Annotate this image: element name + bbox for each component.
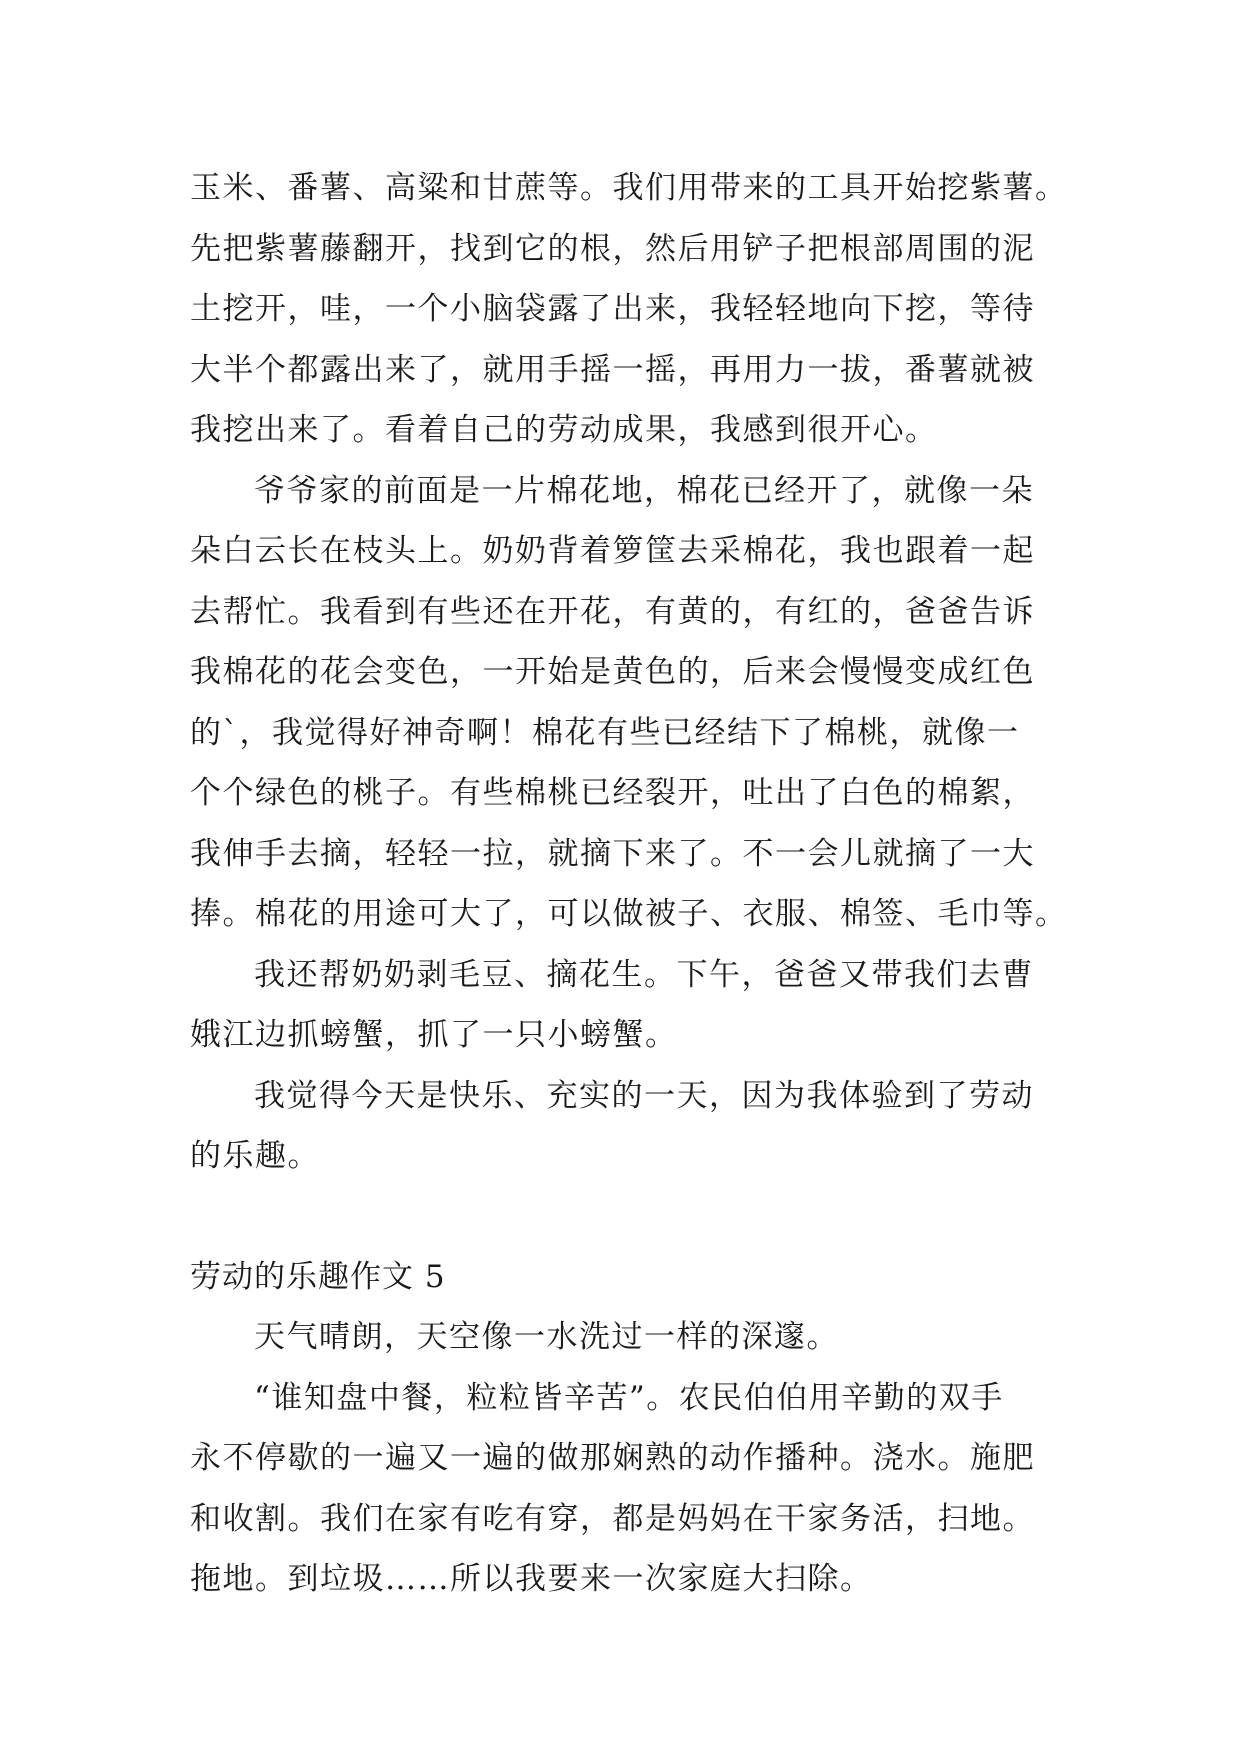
text-line: 先把紫薯藤翻开，找到它的根，然后用铲子把根部周围的泥	[190, 230, 1035, 267]
text-line: 大半个都露出来了，就用手摇一摇，再用力一拔，番薯就被	[190, 351, 1035, 388]
text-line: 我觉得今天是快乐、充实的一天，因为我体验到了劳动	[254, 1077, 1034, 1114]
text-line: 爷爷家的前面是一片棉花地，棉花已经开了，就像一朵	[254, 472, 1034, 509]
text-line: 捧。棉花的用途可大了，可以做被子、衣服、棉签、毛巾等。	[190, 896, 1068, 932]
text-line: 我棉花的花会变色，一开始是黄色的，后来会慢慢变成红色	[190, 654, 1035, 690]
text-line: 我挖出来了。看着自己的劳动成果，我感到很开心。	[190, 412, 938, 448]
text-line: 朵白云长在枝头上。奶奶背着箩筐去采棉花，我也跟着一起	[190, 533, 1035, 569]
text-line: 我还帮奶奶剥毛豆、摘花生。下午，爸爸又带我们去曹	[254, 956, 1034, 993]
text-line: 玉米、番薯、高粱和甘蔗等。我们用带来的工具开始挖紫薯。	[190, 170, 1068, 206]
text-line: 土挖开，哇，一个小脑袋露了出来，我轻轻地向下挖，等待	[190, 291, 1035, 327]
paragraph	[190, 1368, 1090, 1610]
text-line: 拖地。到垃圾……所以我要来一次家庭大扫除。	[190, 1561, 873, 1597]
paragraph	[190, 945, 1090, 1066]
text-line: “谁知盘中餐，粒粒皆辛苦”。农民伯伯用辛勤的双手	[254, 1379, 1004, 1416]
text-line: 娥江边抓螃蟹，抓了一只小螃蟹。	[190, 1017, 678, 1053]
document-page	[190, 158, 1090, 1610]
text-line: 我伸手去摘，轻轻一拉，就摘下来了。不一会儿就摘了一大	[190, 835, 1035, 872]
text-line: 永不停歇的一遍又一遍的做那娴熟的动作播种。浇水。施肥	[190, 1440, 1035, 1476]
paragraph	[190, 1307, 1090, 1368]
section-spacer	[190, 1187, 1090, 1247]
text-line: 的`，我觉得好神奇啊！棉花有些已经结下了棉桃，就像一	[190, 714, 1020, 751]
text-line: 去帮忙。我看到有些还在开花，有黄的，有红的，爸爸告诉	[190, 593, 1035, 630]
paragraph	[190, 461, 1090, 945]
text-line: 天气晴朗，天空像一水洗过一样的深邃。	[254, 1319, 839, 1355]
section-title: 劳动的乐趣作文 5	[190, 1258, 446, 1295]
paragraph	[190, 158, 1090, 461]
text-line: 个个绿色的桃子。有些棉桃已经裂开，吐出了白色的棉絮，	[190, 775, 1035, 811]
text-line: 和收割。我们在家有吃有穿，都是妈妈在干家务活，扫地。	[190, 1500, 1035, 1537]
text-line: 的乐趣。	[190, 1138, 320, 1174]
paragraph	[190, 1066, 1090, 1187]
